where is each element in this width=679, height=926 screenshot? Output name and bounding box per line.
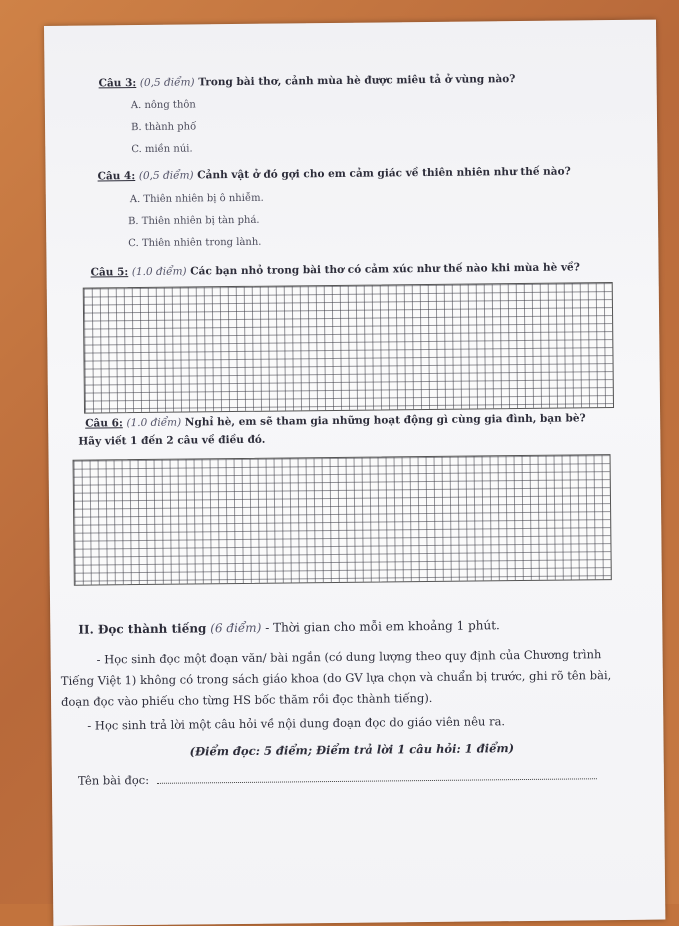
section-2-paragraph-1: - Học sinh đọc một đoạn văn/ bài ngắn (có dung lượng theo quy định của Chương trình Tiếng Việt 1) không có trong sách giáo khoa (do GV lựa chọn và chuẩn bị trước, ghi rõ tên bài, đoạn đọc vào phiếu cho từng HS bốc thăm rồi đọc thành tiếng). [60, 647, 612, 709]
section-2-scoring-note: (Điểm đọc: 5 điểm; Điểm trả lời 1 câu hỏi: 1 điểm) [189, 741, 515, 759]
section-2-points: (6 điểm) [210, 620, 262, 636]
reading-title-line [78, 768, 597, 787]
question-5-answer-grid[interactable] [83, 282, 614, 414]
section-2-time-note: - Thời gian cho mỗi em khoảng 1 phút. [265, 618, 500, 635]
question-4-points: (0,5 điểm) [138, 169, 194, 183]
question-6 [85, 412, 586, 429]
question-5-text: Các bạn nhỏ trong bài thơ có cảm xúc như thế nào khi mùa hè về? [190, 261, 580, 278]
question-4-option-a: A. Thiên nhiên bị ô nhiễm. [129, 192, 264, 206]
section-2-title: II. Đọc thành tiếng [78, 621, 207, 637]
question-5 [91, 261, 580, 278]
question-5-points: (1.0 điểm) [131, 265, 187, 279]
question-4-option-c: C. Thiên nhiên trong lành. [128, 236, 262, 250]
question-5-number: Câu 5: [90, 266, 129, 279]
question-6-text: Nghỉ hè, em sẽ tham gia những hoạt động gì cùng gia đình, bạn bè? [184, 412, 586, 429]
question-4-number: Câu 4: [97, 170, 136, 183]
question-3-option-b: B. thành phố [131, 121, 197, 134]
question-3-option-a: A. nông thôn [130, 99, 196, 112]
question-6-number: Câu 6: [85, 417, 123, 430]
question-6-answer-grid[interactable] [73, 454, 612, 586]
question-4 [98, 165, 571, 182]
question-3-number: Câu 3: [98, 77, 137, 90]
question-6-line-2: Hãy viết 1 đến 2 câu về điều đó. [78, 433, 266, 448]
section-2-paragraph-2: - Học sinh trả lời một câu hỏi về nội dung đoạn đọc do giáo viên nêu ra. [87, 714, 506, 733]
reading-title-label: Tên bài đọc: [77, 772, 150, 788]
question-3-option-c: C. miền núi. [131, 143, 193, 156]
question-6-points: (1.0 điểm) [126, 416, 182, 430]
section-2-heading [78, 618, 500, 636]
question-4-text: Cảnh vật ở đó gợi cho em cảm giác về thiên nhiên như thế nào? [197, 165, 571, 182]
question-3-text: Trong bài thơ, cảnh mùa hè được miêu tả ở vùng nào? [198, 73, 516, 89]
exam-sheet [44, 20, 665, 926]
question-3-points: (0,5 điểm) [139, 76, 195, 89]
question-4-option-b: B. Thiên nhiên bị tàn phá. [127, 214, 260, 228]
reading-title-blank[interactable] [157, 768, 597, 784]
question-3 [99, 73, 516, 89]
